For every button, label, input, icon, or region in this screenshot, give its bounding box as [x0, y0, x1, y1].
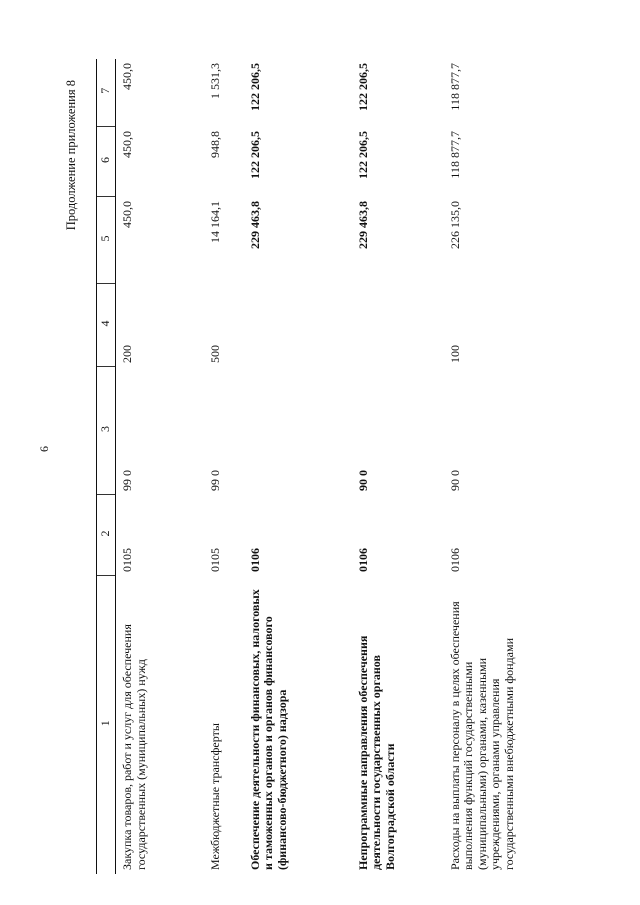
amount-col6: 118 877,7	[447, 131, 462, 179]
amount-col6: 122 206,5	[355, 131, 370, 179]
column-numbers-row	[97, 59, 116, 874]
amount-col5: 14 164,1	[207, 201, 222, 243]
amount-col5: 229 463,8	[247, 201, 262, 249]
amount-col7: 1 531,3	[207, 63, 222, 99]
table-row	[116, 59, 204, 874]
expense-type: 200	[120, 345, 134, 363]
table-row	[244, 59, 352, 874]
expense-type: 500	[207, 345, 222, 363]
section-code: 0105	[120, 548, 134, 572]
section-code: 0106	[355, 548, 370, 572]
row-name: Закупка товаров, работ и услуг для обеспечения государственных (муниципальных) нужд	[120, 624, 148, 870]
table-row	[352, 59, 444, 874]
column-header-5: 5	[97, 197, 116, 284]
amount-col7: 122 206,5	[247, 63, 262, 111]
program-code	[244, 367, 352, 495]
column-header-2: 2	[97, 495, 116, 576]
row-name: Расходы на выплаты персоналу в целях обеспечения выполнения функций государственными (муниципальными) органами, казенными учреждениями, органами управления государственными внебюджетными фондами	[447, 601, 516, 870]
program-code: 99 0	[207, 470, 222, 491]
section-code: 0106	[447, 548, 462, 572]
budget-table	[96, 59, 536, 874]
amount-col5: 229 463,8	[355, 201, 370, 249]
section-code: 0106	[247, 548, 262, 572]
table-row	[444, 59, 536, 874]
amount-col6: 948,8	[207, 131, 222, 158]
amount-col7: 122 206,5	[355, 63, 370, 111]
rotated-page-content	[64, 59, 536, 874]
column-header-7: 7	[97, 59, 116, 127]
column-header-4: 4	[97, 284, 116, 367]
program-code: 90 0	[355, 470, 370, 491]
program-code: 99 0	[120, 470, 134, 491]
appendix-caption: Продолжение приложения 8	[64, 80, 78, 231]
column-header-6: 6	[97, 127, 116, 197]
table-row	[204, 59, 244, 874]
program-code: 90 0	[447, 470, 462, 491]
amount-col7: 450,0	[120, 63, 134, 90]
expense-type: 100	[447, 345, 462, 363]
expense-type	[244, 284, 352, 367]
row-name: Обеспечение деятельности финансовых, налоговых и таможенных органов и органов финансового (финансово-бюджетного) надзора	[247, 589, 289, 870]
column-header-1: 1	[97, 576, 116, 874]
row-name: Межбюджетные трансферты	[207, 723, 222, 870]
row-name: Непрограммные направления обеспечения деятельности государственных органов Волгоградской области	[355, 635, 397, 870]
column-header-3: 3	[97, 367, 116, 495]
page-number: 6	[37, 446, 51, 452]
section-code: 0105	[207, 548, 222, 572]
amount-col5: 226 135,0	[447, 201, 462, 249]
expense-type	[352, 284, 444, 367]
amount-col6: 450,0	[120, 131, 134, 158]
amount-col6: 122 206,5	[247, 131, 262, 179]
amount-col5: 450,0	[120, 201, 134, 228]
amount-col7: 118 877,7	[447, 63, 462, 111]
